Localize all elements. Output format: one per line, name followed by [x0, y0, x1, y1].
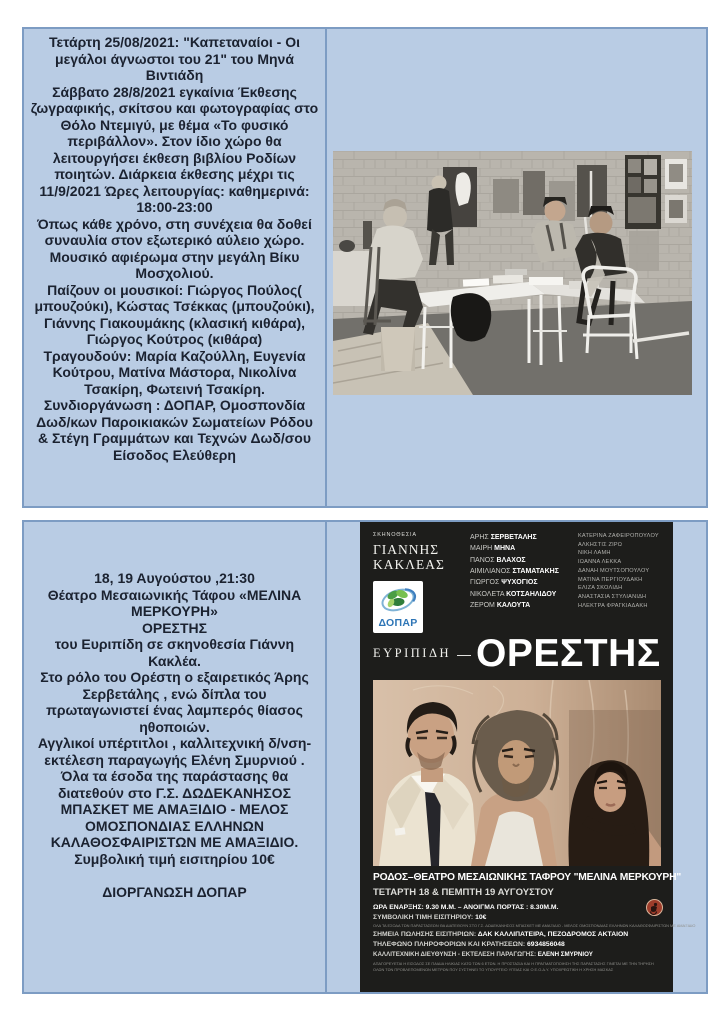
event2-paragraph: Αγγλικοί υπέρτιτλοι , καλλιτεχνική δ/νση- εκτέλεση παραγωγής Ελένη Σμυρνιού . — [37, 735, 312, 768]
event2-organizer-line: ΔΙΟΡΓΑΝΩΣΗ ΔΟΠΑΡ — [102, 884, 247, 901]
cast-row: ΑΛΚΗΣΤΙΣ ΖΙΡΩ — [578, 541, 623, 548]
event1-paragraph: Είσοδος Ελεύθερη — [113, 446, 236, 463]
cast-row: ΜΑΤΙΝΑ ΠΕΡΓΙΟΥΔΑΚΗ — [578, 576, 643, 583]
cast-row: ΝΙΚΟΛΕΤΑ ΚΟΤΣΑΗΛΙΔΟΥ — [470, 590, 557, 598]
event2-paragraph: Θέατρο Μεσαιωνικής Τάφου «ΜΕΛΙΝΑ ΜΕΡΚΟΥΡΗ» — [47, 586, 302, 620]
poster-title-row — [373, 632, 667, 675]
proceeds-line: ΟΛΑ ΤΑ ΕΣΟΔΑ ΤΩΝ ΠΑΡΑΣΤΑΣΕΩΝ ΘΑ ΔΙΑΤΕΘΟΥΝ ΣΤΟ Γ.Σ. ΔΩΔΕΚΑΝΗΣΟΣ ΜΠΑΣΚΕΤ ΜΕ ΑΜΑΞΙΔΙΟ - ΜΕΛΟΣ ΟΜΟΣΠΟΝΔΙΑΣ ΕΛΛΗΝΩΝ ΚΑΛΑΘΟΣΦΑΙΡΙΣΤΩΝ ΜΕ ΑΜΑΞΙΔΙΟ — [373, 923, 696, 928]
cast-row: ΙΩΑΝΝΑ ΛΕΚΚΑ — [578, 559, 622, 566]
cast-row: ΗΛΕΚΤΡΑ ΦΡΑΓΚΙΑΔΑΚΗ — [578, 602, 648, 609]
event2-paragraph: Όλα τα έσοδα της παράστασης θα διατεθούν στο Γ.Σ. ΔΩΔΕΚΑΝΗΣΟΣ ΜΠΑΣΚΕΤ ΜΕ ΑΜΑΞΙΔΙΟ - ΜΕΛΟΣ ΟΜΟΣΠΟΝΔΙΑΣ ΕΛΛΗΝΩΝ ΚΑΛΑΘΟΣΦΑΙΡΙΣΤΩΝ ΜΕ ΑΜΑΞΙΔΙΟ. — [50, 768, 299, 851]
title-dash: — — [457, 645, 472, 662]
cast-row: ΝΙΚΗ ΛΑΜΗ — [578, 550, 611, 557]
dopar-logo-label: ΔΟΠΑΡ — [378, 616, 418, 629]
event2-paragraph: Στο ρόλο του Ορέστη ο εξαιρετικός Άρης Σερβετάλης , ενώ δίπλα του πρωταγωνιστεί ένας λαμπερός θίασος ηθοποιών. — [40, 669, 309, 735]
event2-paragraph: 18, 19 Αυγούστου ,21:30 — [94, 570, 255, 586]
price-line: ΣΥΜΒΟΛΙΚΗ ΤΙΜΗ ΕΙΣΙΤΗΡΙΟΥ: 10€ — [373, 914, 487, 921]
author-name: ΕΥΡΙΠΙΔΗ — [373, 646, 452, 661]
poster-title: ΟΡΕΣΤΗΣ — [476, 632, 661, 675]
production-line: ΚΑΛΛΙΤΕΧΝΙΚΗ ΔΙΕΥΘΥΝΣΗ - ΕΚΤΕΛΕΣΗ ΠΑΡΑΓΩΓΗΣ: ΕΛΕΝΗ ΣΜΥΡΝΙΟΥ — [373, 951, 593, 958]
fine-print: ΑΠΑΓΟΡΕΥΕΤΑΙ Η ΕΙΣΟΔΟΣ ΣΕ ΠΑΙΔΙΑ ΗΛΙΚΙΑΣ ΚΑΤΩ ΤΩΝ 6 ΕΤΩΝ. Η ΠΡΟΣΤΑΣΙΑ ΚΑΙ Η ΠΡΑΓΜΑΤΟΠΟΙΗΣΗ ΤΗΣ ΠΑΡΑΣΤΑΣΗΣ ΓΙΝΕΤΑΙ ΜΕ ΤΗΝ ΤΗΡΗΣΗ ΟΛΩΝ ΤΩΝ ΠΡΟΒΛΕΠΟΜΕΝΩΝ ΜΕΤΡΩΝ ΠΟΥ ΣΥΣΤΗΝΕΙ ΤΟ ΥΠΟΥΡΓΕΙΟ ΥΓΕΙΑΣ ΚΑΙ Ο Ε.Ο.Δ.Υ. ΥΠΟΧΡΕΩΤΙΚΗ Η ΧΡΗΣΗ ΜΑΣΚΑΣ — [373, 961, 654, 973]
event2-paragraph: ΟΡΕΣΤΗΣ — [141, 619, 208, 636]
director-first-name: ΓΙΑΝΝΗΣ — [373, 542, 440, 557]
cast-list-main — [470, 532, 578, 633]
event1-paragraph: Παίζουν οι μουσικοί: Γιώργος Πούλος( μπουζούκι), Κώστας Τσέκκας (μπουζούκι), Γιάννης Γιακουμάκης (κλασική κιθάρα), Γιώργος Κούτρος (κιθάρα) — [34, 281, 315, 348]
poster-photo-graphic — [373, 680, 661, 866]
phone-line: ΤΗΛΕΦΩΝΟ ΠΛΗΡΟΦΟΡΙΩΝ ΚΑΙ ΚΡΑΤΗΣΕΩΝ: 6934856048 — [373, 941, 565, 948]
cast-row: ΖΕΡΟΜ ΚΑΛΟΥΤΑ — [470, 601, 531, 609]
event2-media-cell — [327, 522, 706, 992]
event1-text-cell — [24, 29, 327, 506]
event-table-row-2 — [22, 520, 708, 994]
orestis-poster — [360, 522, 696, 992]
event1-media-cell — [327, 29, 706, 506]
event1-paragraph: Σάββατο 28/8/2021 εγκαίνια Έκθεσης ζωγραφικής, σκίτσου και φωτογραφίας στο Θόλο Ντεμιγύ, με θέμα «Το φυσικό περιβάλλον». Στον ίδιο χώρο θα λειτουργήσει έκθεση βιβλίου Ροδίων ποιητών. Διάρκεια έκθεσης μέχρι τις 11/9/2021 Ώρες λειτουργίας: καθημερινά: 18:00-23:00 — [30, 83, 319, 216]
event2-paragraph: του Ευριπίδη σε σκηνοθεσία Γιάννη Κακλέα. — [54, 636, 295, 669]
dopar-logo-icon — [378, 586, 418, 616]
dates-line: ΤΕΤΑΡΤΗ 18 & ΠΕΜΠΤΗ 19 ΑΥΓΟΥΣΤΟΥ — [373, 887, 554, 898]
cast-row: ΔΑΝΑΗ ΜΟΥΤΣΟΠΟΥΛΟΥ — [578, 567, 650, 574]
cast-row: ΚΑΤΕΡΙΝΑ ΖΑΦΕΙΡΟΠΟΥΛΟΥ — [578, 533, 659, 539]
cast-row: ΑΙΜΙΛΙΑΝΟΣ ΣΤΑΜΑΤΑΚΗΣ — [470, 567, 559, 575]
venue-line: ΡΟΔΟΣ–ΘΕΑΤΡΟ ΜΕΣΑΙΩΝΙΚΗΣ ΤΑΦΡΟΥ "ΜΕΛΙΝΑ ΜΕΡΚΟΥΡΗ" — [373, 872, 682, 883]
director-last-name: ΚΑΚΛΕΑΣ — [373, 557, 445, 573]
cast-row: ΑΡΗΣ ΣΕΡΒΕΤΑΛΗΣ — [470, 534, 537, 541]
cast-row: ΕΛΙΖΑ ΣΚΟΛΙΔΗ — [578, 585, 623, 592]
event1-paragraph: Τετάρτη 25/08/2021: "Καπεταναίοι - Οι μεγάλοι άγνωστοι του 21" του Μηνά Βιντιάδη — [48, 34, 300, 84]
event2-paragraph: Συμβολική τιμή εισιτηρίου 10€ — [74, 850, 275, 867]
cast-row: ΠΑΝΟΣ ΒΛΑΧΟΣ — [470, 556, 526, 564]
event1-paragraph: Όπως κάθε χρόνο, στη συνέχεια θα δοθεί συναυλία στον εξωτερικό αύλειο χώρο. Μουσικό αφιέρωμα στην μεγάλη Βίκυ Μοσχολιού. — [37, 215, 312, 282]
cast-list-secondary — [578, 532, 667, 633]
direction-label: ΣΚΗΝΟΘΕΣΙΑ — [373, 532, 417, 538]
dopar-logo — [373, 581, 423, 633]
event1-paragraph: Συνδιοργάνωση : ΔΟΠΑΡ, Ομοσπονδία Δωδ/κων Παροικιακών Σωματείων Ρόδου & Στέγη Γραμμάτων και Τεχνών Δωδ/σου — [36, 397, 313, 447]
director-block — [373, 532, 470, 633]
wheelchair-basketball-logo — [646, 899, 663, 916]
cast-row: ΓΙΩΡΓΟΣ ΨΥΧΟΓΙΟΣ — [470, 579, 538, 587]
poster-photo — [373, 680, 661, 866]
time-line: ΩΡΑ ΕΝΑΡΞΗΣ: 9.30 Μ.Μ. – ΑΝΟΙΓΜΑ ΠΟΡΤΑΣ : 8.30Μ.Μ. — [373, 904, 559, 911]
exhibition-photo — [333, 151, 692, 395]
cast-row: ΜΑΙΡΗ ΜΗΝΑ — [470, 545, 516, 553]
poster-header — [373, 532, 667, 633]
sales-line: ΣΗΜΕΙΑ ΠΩΛΗΣΗΣ ΕΙΣΙΤΗΡΙΩΝ: ΔΑΚ ΚΑΛΛΙΠΑΤΕΙΡΑ, ΠΕΖΟΔΡΟΜΟΣ ΑΚΤΑΙΟΝ — [373, 931, 629, 938]
event1-paragraph: Τραγουδούν: Μαρία Καζούλλη, Ευγενία Κούτρου, Ματίνα Μάστορα, Νικολίνα Τσακίρη, Φωτεινή Τσακίρη. — [43, 347, 306, 397]
director-name — [373, 542, 470, 572]
cast-row: ΑΝΑΣΤΑΣΙΑ ΣΤΥΛΙΑΝΙΔΗ — [578, 594, 647, 601]
exhibition-photo-graphic — [333, 151, 692, 395]
event-table-row-1 — [22, 27, 708, 508]
event2-text-cell — [24, 522, 327, 992]
